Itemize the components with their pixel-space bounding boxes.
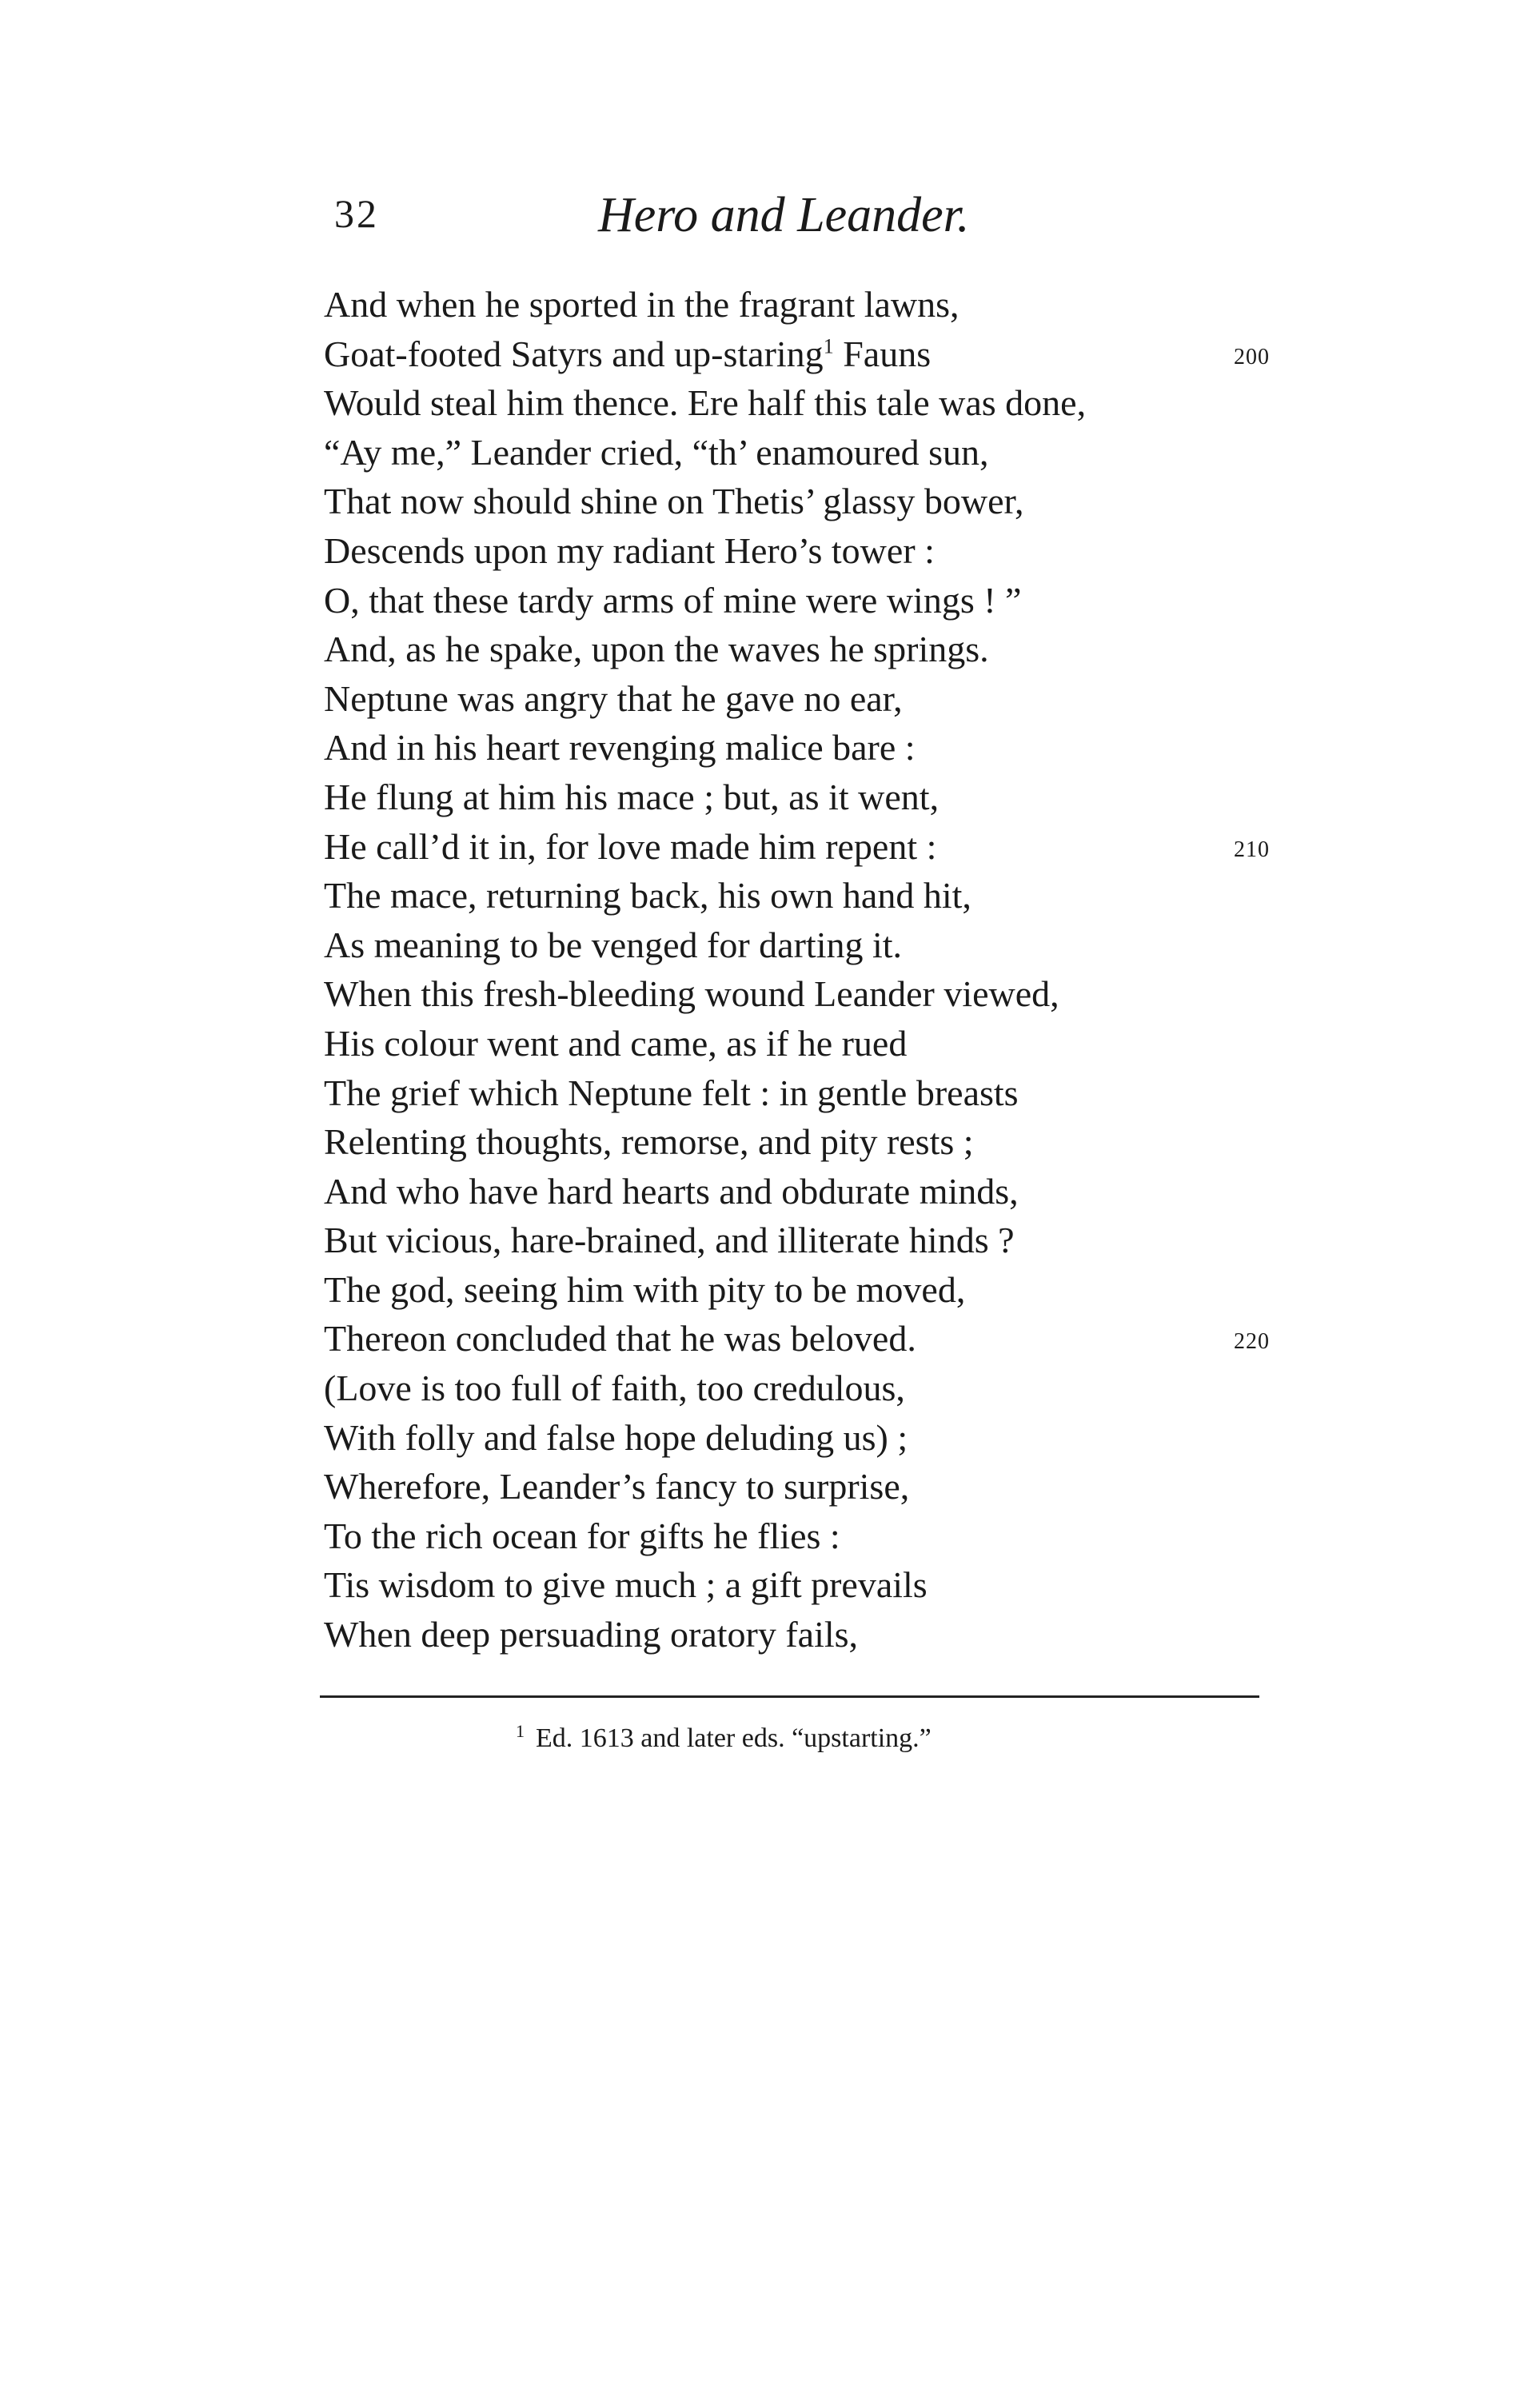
poem-line-text xyxy=(324,428,988,477)
line-number: 220 xyxy=(1234,1329,1270,1355)
poem-line-main: To the rich ocean for gifts he flies : xyxy=(324,1515,840,1556)
poem-line-main: That now should shine on Thetis’ glassy bower, xyxy=(324,481,1024,522)
poem-line-text xyxy=(324,1610,858,1659)
poem-line-text xyxy=(324,1068,1019,1118)
poem-line-main: But vicious, hare-brained, and illiterate hinds ? xyxy=(324,1220,1015,1261)
poem-line xyxy=(324,1265,1283,1315)
poem-line xyxy=(324,871,1283,920)
poem-line-main: Thereon concluded that he was beloved. xyxy=(324,1318,916,1360)
poem-line-text xyxy=(324,625,989,674)
poem-line xyxy=(324,329,1283,379)
poem-line-main: The grief which Neptune felt : in gentle breasts xyxy=(324,1072,1019,1113)
poem-line-main: When deep persuading oratory fails, xyxy=(324,1614,859,1655)
poem-line xyxy=(324,1314,1283,1364)
line-number: 210 xyxy=(1234,837,1270,862)
poem-line-text xyxy=(324,1511,840,1561)
poem-line xyxy=(324,1068,1283,1118)
poem-line-text xyxy=(324,674,903,724)
poem-line xyxy=(324,723,1283,773)
poem-line-text xyxy=(324,1462,909,1511)
poem-line xyxy=(324,280,1283,329)
footnote-text: Ed. 1613 and later eds. “upstarting.” xyxy=(536,1723,932,1753)
poem-line-text xyxy=(324,280,960,329)
footnote-marker: 1 xyxy=(516,1720,525,1741)
poem-line-main: Relenting thoughts, remorse, and pity rests ; xyxy=(324,1121,974,1163)
poem-line xyxy=(324,1117,1283,1167)
poem-line-text xyxy=(324,723,916,773)
poem-line-main: When this fresh-bleeding wound Leander viewed, xyxy=(324,973,1059,1015)
poem-line xyxy=(324,1413,1283,1463)
poem-line-continuation: Fauns xyxy=(833,333,932,374)
poem-line xyxy=(324,428,1283,477)
poem-line-text xyxy=(324,969,1059,1019)
poem-line-text xyxy=(324,378,1086,428)
poem-line-main: Wherefore, Leander’s fancy to surprise, xyxy=(324,1466,910,1507)
line-number: 200 xyxy=(1234,344,1270,369)
poem-line xyxy=(324,576,1283,625)
poem-line-text xyxy=(324,1265,965,1315)
poem-line xyxy=(324,1511,1283,1561)
footnote-rule xyxy=(320,1695,1259,1698)
poem-line-text xyxy=(324,1364,905,1413)
poem-line-main: Would steal him thence. Ere half this tale was done, xyxy=(324,382,1087,424)
poem-line-main: And when he sported in the fragrant lawns, xyxy=(324,284,960,325)
poem-line xyxy=(324,773,1283,822)
poem-line-main: His colour went and came, as if he rued xyxy=(324,1022,908,1064)
poem-line-main: Tis wisdom to give much ; a gift prevails xyxy=(324,1564,928,1606)
poem-line xyxy=(324,477,1283,526)
poem-line-main: O, that these tardy arms of mine were wings ! ” xyxy=(324,579,1022,621)
poem-line-text xyxy=(324,329,931,379)
poem-line-main: And in his heart revenging malice bare : xyxy=(324,727,916,769)
poem-line-text xyxy=(324,1216,1015,1265)
footnote xyxy=(516,1720,932,1754)
poem-line xyxy=(324,1216,1283,1265)
poem-line-text xyxy=(324,526,935,576)
poem-line-main: And, as he spake, upon the waves he springs. xyxy=(324,629,989,670)
poem-line xyxy=(324,1364,1283,1413)
poem-line-main: As meaning to be venged for darting it. xyxy=(324,924,903,965)
poem-line-text xyxy=(324,1314,916,1364)
poem-line-main: Descends upon my radiant Hero’s tower : xyxy=(324,529,935,571)
poem-line xyxy=(324,1560,1283,1610)
poem-line-text xyxy=(324,920,902,970)
poem-line-main: The god, seeing him with pity to be moved, xyxy=(324,1268,966,1310)
running-title: Hero and Leander. xyxy=(598,188,970,242)
poem-line xyxy=(324,378,1283,428)
poem-line-text xyxy=(324,1167,1019,1216)
poem-line xyxy=(324,920,1283,970)
poem-line xyxy=(324,526,1283,576)
poem-line-main: He flung at him his mace ; but, as it went, xyxy=(324,776,940,817)
poem-line xyxy=(324,1462,1283,1511)
poem-line-text xyxy=(324,576,1021,625)
poem-line-text xyxy=(324,1019,907,1068)
poem-line xyxy=(324,674,1283,724)
poem-line xyxy=(324,822,1283,872)
poem-line-main: “Ay me,” Leander cried, “th’ enamoured sun, xyxy=(324,431,989,473)
poem-line xyxy=(324,625,1283,674)
poem-body xyxy=(324,280,1283,1659)
poem-line-main: The mace, returning back, his own hand hit, xyxy=(324,875,971,916)
poem-line xyxy=(324,969,1283,1019)
poem-line-text xyxy=(324,1413,908,1463)
poem-line-text xyxy=(324,1117,974,1167)
footnote-reference: 1 xyxy=(823,334,834,358)
poem-line-main: He call’d it in, for love made him repent : xyxy=(324,825,937,867)
poem-line-text xyxy=(324,1560,928,1610)
poem-line-main: Goat-footed Satyrs and up-staring xyxy=(324,333,824,374)
poem-line-text xyxy=(324,477,1023,526)
poem-line-main: Neptune was angry that he gave no ear, xyxy=(324,677,903,719)
poem-line-main: (Love is too full of faith, too credulous, xyxy=(324,1368,905,1409)
poem-line-main: With folly and false hope deluding us) ; xyxy=(324,1416,908,1458)
page-header xyxy=(334,190,1254,254)
poem-line xyxy=(324,1167,1283,1216)
page-number: 32 xyxy=(334,191,379,236)
poem-line-main: And who have hard hearts and obdurate minds, xyxy=(324,1170,1019,1212)
poem-line xyxy=(324,1019,1283,1068)
poem-line-text xyxy=(324,822,936,872)
poem-line-text xyxy=(324,773,939,822)
poem-line-text xyxy=(324,871,971,920)
poem-line xyxy=(324,1610,1283,1659)
